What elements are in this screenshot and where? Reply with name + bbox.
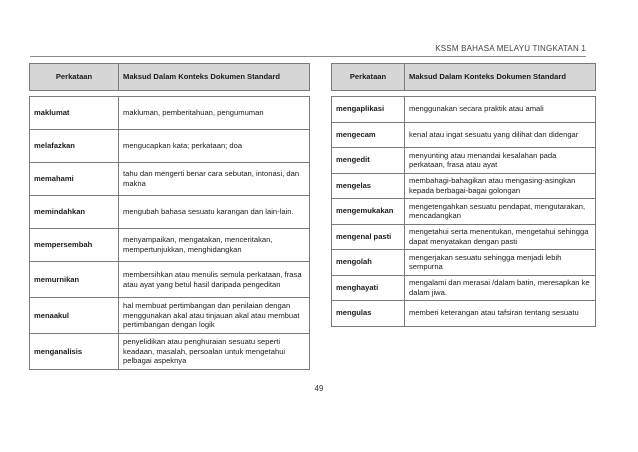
column-header-meaning: Maksud Dalam Konteks Dokumen Standard	[119, 64, 310, 91]
column-header-term: Perkataan	[30, 64, 119, 91]
table-row	[332, 250, 596, 276]
term-cell: mengulas	[332, 301, 405, 327]
term-cell: mengedit	[332, 148, 405, 174]
meaning-cell: mengubah bahasa sesuatu karangan dan lain-lain.	[119, 196, 310, 229]
term-cell: menghayati	[332, 275, 405, 301]
term-cell: memindahkan	[30, 196, 119, 229]
term-cell: mengaplikasi	[332, 97, 405, 123]
table-row	[30, 97, 310, 130]
meaning-cell: membahagi-bahagikan atau mengasing-asingkan kepada berbagai-bagai golongan	[405, 173, 596, 199]
table-row	[30, 262, 310, 298]
table-row	[30, 334, 310, 370]
meaning-cell: menggunakan secara praktik atau amali	[405, 97, 596, 123]
document-header-title: KSSM BAHASA MELAYU TINGKATAN 1	[435, 44, 586, 53]
meaning-cell: mengucapkan kata; perkataan; doa	[119, 130, 310, 163]
term-cell: mengolah	[332, 250, 405, 276]
meaning-cell: tahu dan mengerti benar cara sebutan, intonasi, dan makna	[119, 163, 310, 196]
glossary-table-left	[29, 63, 310, 370]
meaning-cell: membersihkan atau menulis semula perkataan, frasa atau ayat yang betul hasil daripada pengeditan	[119, 262, 310, 298]
table-row	[332, 148, 596, 174]
meaning-cell: makluman, pemberitahuan, pengumuman	[119, 97, 310, 130]
glossary-table-right	[331, 63, 596, 327]
table-row	[332, 275, 596, 301]
meaning-cell: mengerjakan sesuatu sehingga menjadi lebih sempurna	[405, 250, 596, 276]
term-cell: maklumat	[30, 97, 119, 130]
page-number: 49	[314, 384, 324, 393]
table-row	[30, 163, 310, 196]
meaning-cell: hal membuat pertimbangan dan penilaian dengan menggunakan akal atau tinjauan akal atau membuat pertimbangan dengan logik	[119, 298, 310, 334]
term-cell: memurnikan	[30, 262, 119, 298]
meaning-cell: mengetengahkan sesuatu pendapat, mengutarakan, mencadangkan	[405, 199, 596, 225]
meaning-cell: memberi keterangan atau tafsiran tentang sesuatu	[405, 301, 596, 327]
term-cell: mengelas	[332, 173, 405, 199]
table-row	[332, 97, 596, 123]
table-row	[30, 229, 310, 262]
term-cell: menaakul	[30, 298, 119, 334]
table-row	[332, 122, 596, 148]
table-row	[30, 196, 310, 229]
table-header-row	[332, 64, 596, 91]
table-row	[332, 199, 596, 225]
term-cell: mempersembah	[30, 229, 119, 262]
term-cell: melafazkan	[30, 130, 119, 163]
meaning-cell: mengalami dan merasai /dalam batin, meresapkan ke dalam jiwa.	[405, 275, 596, 301]
column-header-term: Perkataan	[332, 64, 405, 91]
term-cell: memahami	[30, 163, 119, 196]
table-row	[332, 224, 596, 250]
meaning-cell: menyampaikan, mengatakan, menceritakan, mempertunjukkan, menghidangkan	[119, 229, 310, 262]
term-cell: mengecam	[332, 122, 405, 148]
column-header-meaning: Maksud Dalam Konteks Dokumen Standard	[405, 64, 596, 91]
table-row	[30, 130, 310, 163]
meaning-cell: penyelidikan atau penghuraian sesuatu seperti keadaan, masalah, persoalan untuk mengetahui pelbagai aspeknya	[119, 334, 310, 370]
meaning-cell: mengetahui serta menentukan, mengetahui sehingga dapat menyatakan dengan pasti	[405, 224, 596, 250]
meaning-cell: kenal atau ingat sesuatu yang dilihat dan didengar	[405, 122, 596, 148]
table-row	[332, 301, 596, 327]
term-cell: menganalisis	[30, 334, 119, 370]
term-cell: mengemukakan	[332, 199, 405, 225]
table-row	[30, 298, 310, 334]
meaning-cell: menyunting atau menandai kesalahan pada perkataan, frasa atau ayat	[405, 148, 596, 174]
header-divider	[30, 56, 586, 57]
term-cell: mengenal pasti	[332, 224, 405, 250]
table-row	[332, 173, 596, 199]
table-header-row	[30, 64, 310, 91]
